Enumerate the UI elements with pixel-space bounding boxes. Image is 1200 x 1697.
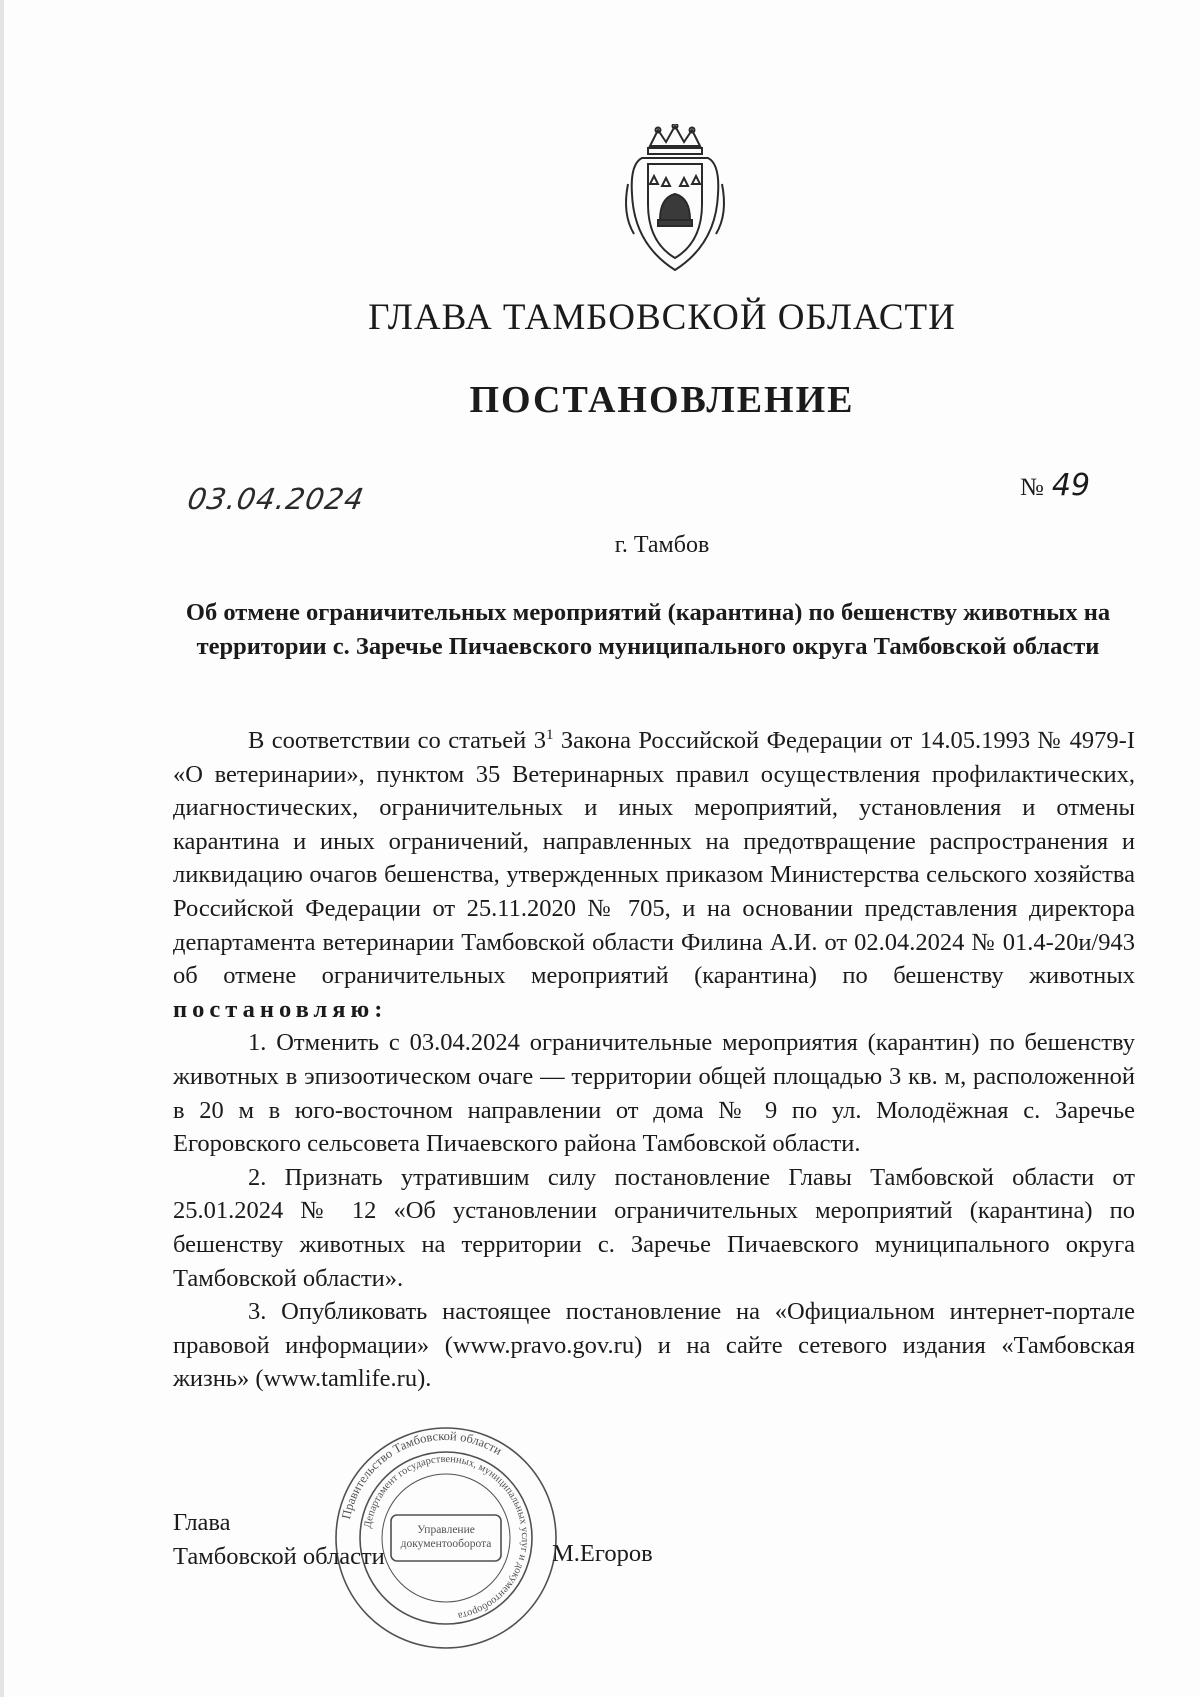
preamble-part1: В соответствии со статьей 3	[248, 727, 546, 754]
scan-edge	[0, 0, 4, 1697]
city: г. Тамбов	[614, 532, 710, 558]
document-number	[1020, 468, 1090, 503]
decree-word: постановляю:	[173, 995, 388, 1023]
document-type: ПОСТАНОВЛЕНИЕ	[469, 379, 855, 421]
document-title: Об отмене ограничительных мероприятий (карантина) по бешенству животных на территории с. Заречье Пичаевского муниципального округа Тамбовской области	[185, 599, 1111, 660]
item-1: 1. Отменить с 03.04.2024 ограничительные мероприятия (карантин) по бешенству животных в эпизоотическом очаге — территории общей площадью 3 кв. м, расположенной в 20 м в юго-восточном направлении от дома № 9 по ул. Молодёжная с. Заречье Егоровского сельсовета Пичаевского района Тамбовской области.	[173, 1029, 1135, 1158]
document-date: 03.04.2024	[185, 482, 368, 516]
article-superscript: 1	[545, 726, 554, 743]
preamble-part2: Закона Российской Федерации от 14.05.1993 № 4979-I «О ветеринарии», пунктом 35 Ветеринарных правил осуществления профилактических, диагностических, ограничительных и иных мероприятий, установления и отмены карантина и иных ограничений, направленных на предотвращение распространения и ликвидацию очагов бешенства, утвержденных приказом Министерства сельского хозяйства Российской Федерации от 25.11.2020 № 705, и на основании представления директора департамента ветеринарии Тамбовской области Филина А.И. от 02.04.2024 № 01.4-20и/943 об отмене ограничительных мероприятий (карантина) по бешенству животных	[173, 727, 1135, 990]
official-stamp	[333, 1425, 559, 1651]
stamp-center-text: Управление документооборота	[400, 1524, 492, 1550]
item-3: 3. Опубликовать настоящее постановление на «Официальном интернет-портале правовой информации» (www.pravo.gov.ru) и на сайте сетевого издания «Тамбовская жизнь» (www.tamlife.ru).	[173, 1298, 1135, 1393]
stamp-middle-text: Департамент государственных, муниципальных услуг и документооборота	[362, 1453, 531, 1622]
issuing-authority: ГЛАВА ТАМБОВСКОЙ ОБЛАСТИ	[368, 297, 956, 338]
preamble-paragraph	[173, 724, 1135, 1026]
svg-text:Правительство Тамбовской облас	[339, 1429, 505, 1521]
document-body	[173, 724, 1135, 1396]
signer-name: М.Егоров	[552, 1540, 653, 1567]
stamp-outer-text: Правительство Тамбовской области	[338, 1428, 505, 1521]
item-2: 2. Признать утратившим силу постановление Главы Тамбовской области от 25.01.2024 № 12 «Об установлении ограничительных мероприятий (карантина) по бешенству животных на территории с. Заречье Пичаевского муниципального округа Тамбовской области».	[173, 1163, 1135, 1292]
number-label: №	[1020, 474, 1044, 501]
coat-of-arms-icon	[620, 124, 730, 272]
signer-position-line2: Тамбовской области	[173, 1543, 385, 1570]
signer-position-line1: Глава	[173, 1509, 231, 1536]
number-value: 49	[1051, 468, 1091, 503]
